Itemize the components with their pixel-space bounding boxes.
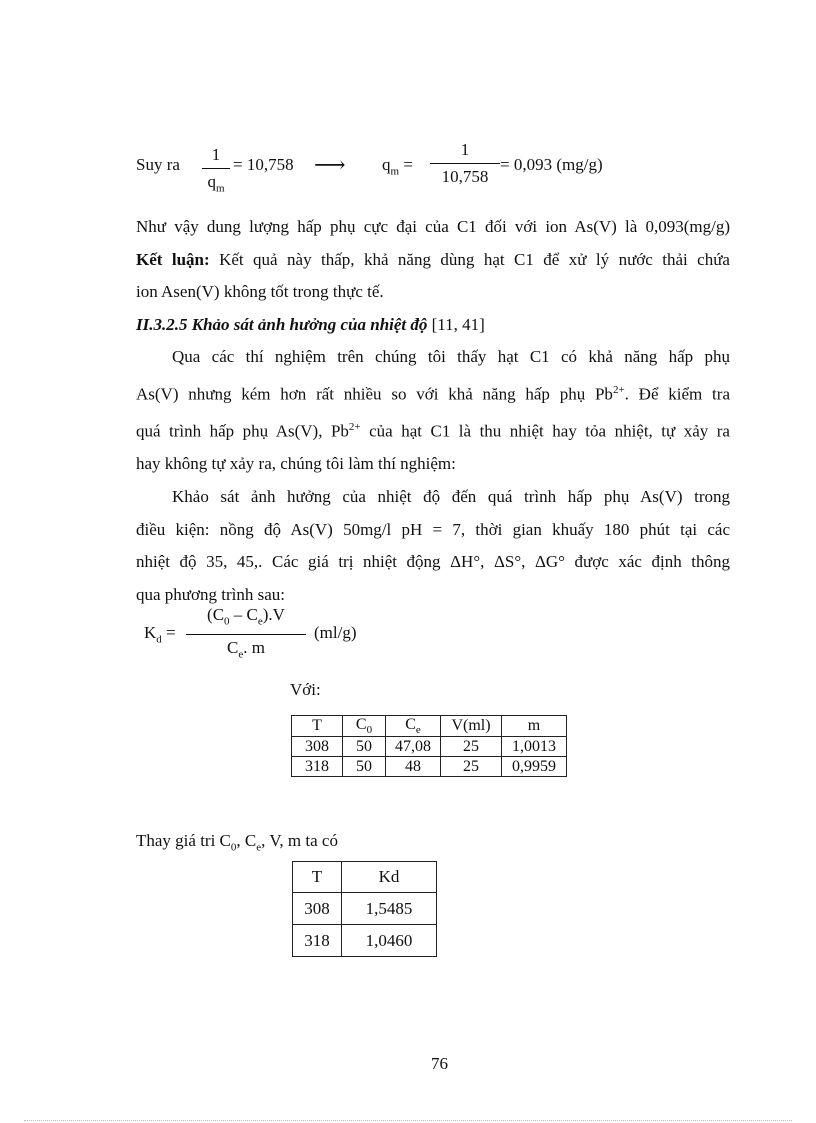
capacity-sentence: Như vậy dung lượng hấp phụ cực đại của C1 đối với ion As(V) là 0,093(mg/g): [136, 217, 730, 236]
table-header-cell: T: [293, 862, 342, 893]
table-header-cell: T: [292, 716, 343, 737]
table-cell: 50: [343, 757, 386, 777]
fraction-denominator: 10,758: [441, 167, 489, 186]
table-cell: 1,0013: [502, 737, 567, 757]
kd-numerator: $(C_0 - C_e).V$: [207, 605, 285, 628]
table-header-cell: V(ml): [441, 716, 502, 737]
table-row: [292, 737, 567, 757]
conclusion-line-1: Kết luận: Kết quả này thấp, khả năng dùng hạt C1 để xử lý nước thải chứa: [136, 249, 730, 269]
table-cell: 1,0460: [342, 925, 437, 957]
table-cell: 0,9959: [502, 757, 567, 777]
fraction-numerator: 1: [211, 145, 221, 164]
page-number: 76: [431, 1054, 448, 1073]
table-cell: 308: [293, 893, 342, 925]
equation1-final: = 0,093 (mg/g): [500, 155, 603, 174]
table-header-row: [293, 862, 437, 893]
paragraph-3-line-1: Khảo sát ảnh hưởng của nhiệt độ đến quá trình hấp phụ As(V) trong: [172, 487, 730, 507]
table-cell: 50: [343, 737, 386, 757]
table-row: [293, 893, 437, 925]
fraction-numerator: 1: [460, 140, 470, 159]
fraction-1-over-10758: [430, 140, 500, 187]
paragraph-3-line-4: qua phương trình sau:: [136, 584, 285, 604]
paragraph-3-line-3: nhiệt độ 35, 45,. Các giá trị nhiệt động ΔH°, ΔS°, ΔG° được xác định thông: [136, 552, 730, 572]
table-cell: 1,5485: [342, 893, 437, 925]
parameters-table: [291, 715, 567, 777]
paragraph-block-1: [136, 211, 730, 611]
footer-divider: [24, 1120, 792, 1121]
section-heading: II.3.2.5 Khảo sát ảnh hưởng của nhiệt độ [11, 41]: [136, 314, 485, 334]
table-cell: 25: [441, 737, 502, 757]
paragraph-3-line-2: điều kiện: nồng độ As(V) 50mg/l pH = 7, thời gian khuấy 180 phút tại các: [136, 519, 730, 539]
table-header-cell: $C_e$: [386, 716, 441, 737]
fraction-denominator: $q_m$: [207, 172, 225, 195]
table-cell: 318: [293, 925, 342, 957]
table-header-row: [292, 716, 567, 737]
table2-caption: Thay giá tri $C_0$, $C_e$, V, m ta có: [136, 831, 338, 854]
table-cell: 48: [386, 757, 441, 777]
table1-caption: Với:: [290, 680, 321, 699]
equation1-result: = 10,758: [233, 155, 294, 174]
kd-denominator: $C_e$. m: [227, 638, 265, 661]
table-header-cell: $C_0$: [343, 716, 386, 737]
kd-fraction: [186, 605, 306, 665]
table-row: [292, 757, 567, 777]
kd-unit: (ml/g): [314, 623, 357, 642]
arrow-right-icon: ⟶: [314, 152, 346, 177]
table-cell: 47,08: [386, 737, 441, 757]
equation1-lead: Suy ra: [136, 155, 180, 174]
qm-label: $q_m$ =: [382, 155, 413, 178]
table-header-cell: m: [502, 716, 567, 737]
kd-label: $K_d$ =: [144, 623, 176, 646]
paragraph-2-line-3: quá trình hấp phụ As(V), $Pb^{2+}$ của hạt C1 là thu nhiệt hay tỏa nhiệt, tự xảy ra: [136, 421, 730, 441]
table-cell: 318: [292, 757, 343, 777]
kd-results-table: [292, 861, 437, 957]
conclusion-line-2: ion Asen(V) không tốt trong thực tế.: [136, 282, 384, 302]
table-row: [293, 925, 437, 957]
paragraph-2-line-2: As(V) nhưng kém hơn rất nhiều so với khả năng hấp phụ $Pb^{2+}$. Để kiểm tra: [136, 383, 730, 404]
paragraph-2-line-4: hay không tự xảy ra, chúng tôi làm thí nghiệm:: [136, 454, 456, 474]
table-cell: 308: [292, 737, 343, 757]
paragraph-2-line-1: Qua các thí nghiệm trên chúng tôi thấy hạt C1 có khả năng hấp phụ: [172, 347, 730, 367]
table-cell: 25: [441, 757, 502, 777]
fraction-1-over-qm: [202, 145, 230, 198]
table-header-cell: Kd: [342, 862, 437, 893]
